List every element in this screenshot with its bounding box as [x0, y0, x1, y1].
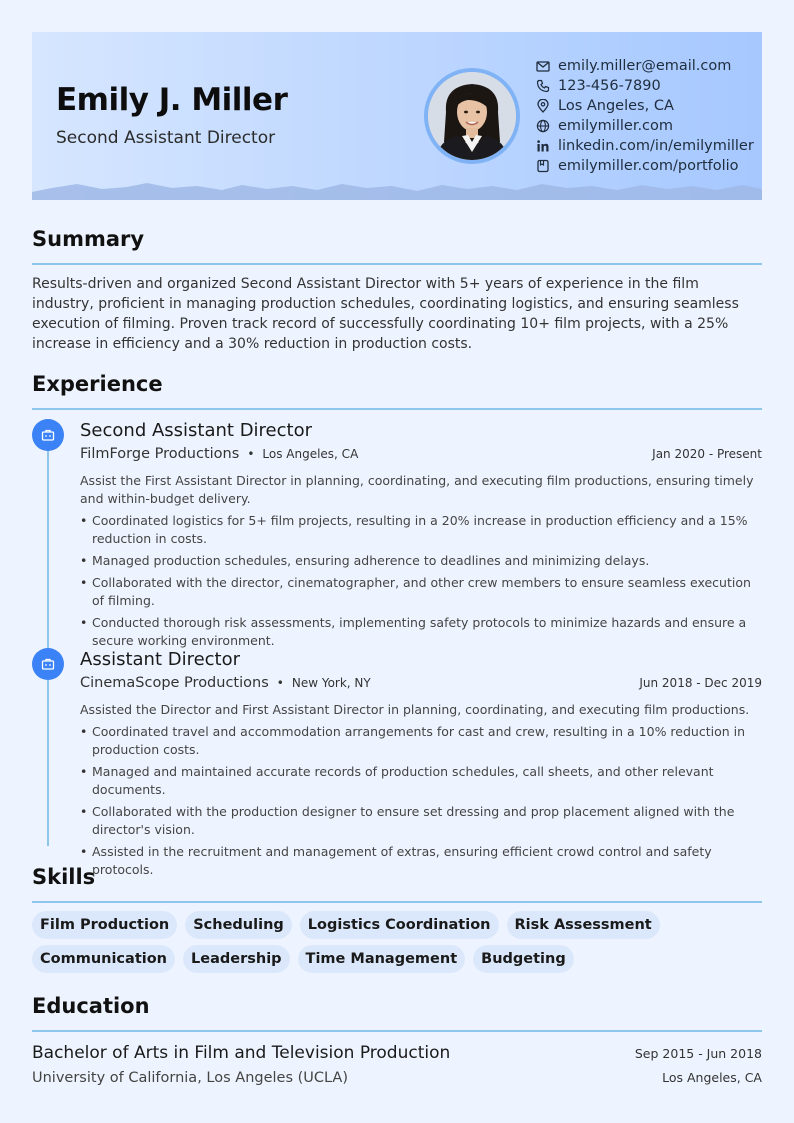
education-dates: Sep 2015 - Jun 2018 — [634, 1046, 762, 1061]
skill-chip: Logistics Coordination — [300, 911, 499, 939]
job-bullets — [80, 512, 762, 650]
education-school-row — [32, 1070, 762, 1086]
contact-email[interactable] — [536, 56, 754, 76]
contact-location — [536, 96, 754, 116]
location-icon — [536, 99, 550, 113]
contact-portfolio-text: emilymiller.com/portfolio — [558, 158, 739, 174]
separator-dot: • — [276, 676, 284, 690]
bullet-item: • Coordinated logistics for 5+ film projects, resulting in a 20% increase in production efficiency and a 15% reduction in costs. — [80, 512, 762, 548]
skills-heading: Skills — [32, 865, 96, 889]
experience-heading: Experience — [32, 372, 163, 396]
bullet-item: • Assisted in the recruitment and management of extras, ensuring efficient crowd control and safety protocols. — [80, 843, 762, 879]
contact-phone[interactable] — [536, 76, 754, 96]
mail-icon — [536, 59, 550, 73]
job-meta — [80, 446, 762, 472]
job-title: Second Assistant Director — [80, 420, 312, 441]
contact-email-text: emily.miller@email.com — [558, 58, 732, 74]
separator-dot: • — [247, 447, 255, 461]
summary-heading: Summary — [32, 227, 145, 251]
job-dates: Jan 2020 - Present — [652, 447, 762, 461]
portfolio-icon — [536, 159, 550, 173]
bullet-item: • Managed and maintained accurate records of production schedules, call sheets, and other relevant documents. — [80, 763, 762, 799]
experience-item — [80, 649, 762, 883]
bullet-item: • Collaborated with the director, cinematographer, and other crew members to ensure seamless execution of filming. — [80, 574, 762, 610]
bullet-item: • Managed production schedules, ensuring adherence to deadlines and minimizing delays. — [80, 552, 762, 570]
briefcase-icon — [32, 419, 64, 451]
skill-chip: Risk Assessment — [507, 911, 660, 939]
skill-chip: Film Production — [32, 911, 177, 939]
phone-icon — [536, 79, 550, 93]
contact-linkedin-text: linkedin.com/in/emilymiller — [558, 138, 754, 154]
contact-portfolio[interactable] — [536, 156, 754, 176]
experience-item — [80, 420, 762, 654]
job-title: Assistant Director — [80, 649, 241, 670]
job-company: FilmForge Productions — [80, 446, 240, 462]
resume-header — [32, 32, 762, 200]
candidate-title: Second Assistant Director — [56, 128, 276, 148]
contact-website-text: emilymiller.com — [558, 118, 674, 134]
education-degree: Bachelor of Arts in Film and Television Production — [32, 1043, 451, 1063]
education-school: University of California, Los Angeles (UCLA) — [32, 1070, 348, 1086]
briefcase-icon — [32, 648, 64, 680]
contact-list — [536, 56, 754, 176]
bullet-item: • Conducted thorough risk assessments, implementing safety protocols to minimize hazards and ensure a secure working environment. — [80, 614, 762, 650]
job-location: Los Angeles, CA — [262, 447, 359, 461]
skill-chip: Communication — [32, 945, 175, 973]
education-divider — [32, 1030, 762, 1032]
education-heading: Education — [32, 994, 150, 1018]
candidate-name: Emily J. Miller — [56, 82, 288, 118]
header-wave-decoration — [32, 180, 762, 200]
experience-divider — [32, 408, 762, 410]
skills-list — [32, 911, 762, 973]
job-location: New York, NY — [291, 676, 371, 690]
education-location: Los Angeles, CA — [662, 1070, 762, 1085]
skill-chip: Leadership — [183, 945, 290, 973]
skill-chip: Budgeting — [473, 945, 574, 973]
profile-photo-icon — [428, 72, 516, 160]
skills-divider — [32, 901, 762, 903]
bullet-item: • Coordinated travel and accommodation arrangements for cast and crew, resulting in a 10% reduction in production costs. — [80, 723, 762, 759]
job-description: Assisted the Director and First Assistant Director in planning, coordinating, and executing film productions. — [80, 702, 750, 717]
job-dates: Jun 2018 - Dec 2019 — [639, 676, 762, 690]
linkedin-icon — [536, 139, 550, 153]
bullet-item: • Collaborated with the production designer to ensure set dressing and prop placement aligned with the director's vision. — [80, 803, 762, 839]
contact-linkedin[interactable] — [536, 136, 754, 156]
job-meta — [80, 675, 762, 701]
summary-divider — [32, 263, 762, 265]
skill-chip: Scheduling — [185, 911, 292, 939]
job-company: CinemaScope Productions — [80, 675, 269, 691]
contact-phone-text: 123-456-7890 — [558, 78, 661, 94]
contact-website[interactable] — [536, 116, 754, 136]
summary-text: Results-driven and organized Second Assistant Director with 5+ years of experience in the film industry, proficient in managing production schedules, coordinating logistics, and ensuring seamless execution of filming. Proven track record of successfully coordinating 10+ film projects, with a 25% increase in efficiency and a 30% reduction in production costs. — [32, 276, 739, 352]
timeline-line — [47, 440, 49, 846]
skill-chip: Time Management — [298, 945, 466, 973]
globe-icon — [536, 119, 550, 133]
education-item — [32, 1043, 762, 1063]
contact-location-text: Los Angeles, CA — [558, 98, 674, 114]
job-bullets — [80, 723, 762, 879]
avatar — [424, 68, 520, 164]
job-description: Assist the First Assistant Director in planning, coordinating, and executing film productions, ensuring timely and within-budget delivery. — [80, 473, 754, 506]
